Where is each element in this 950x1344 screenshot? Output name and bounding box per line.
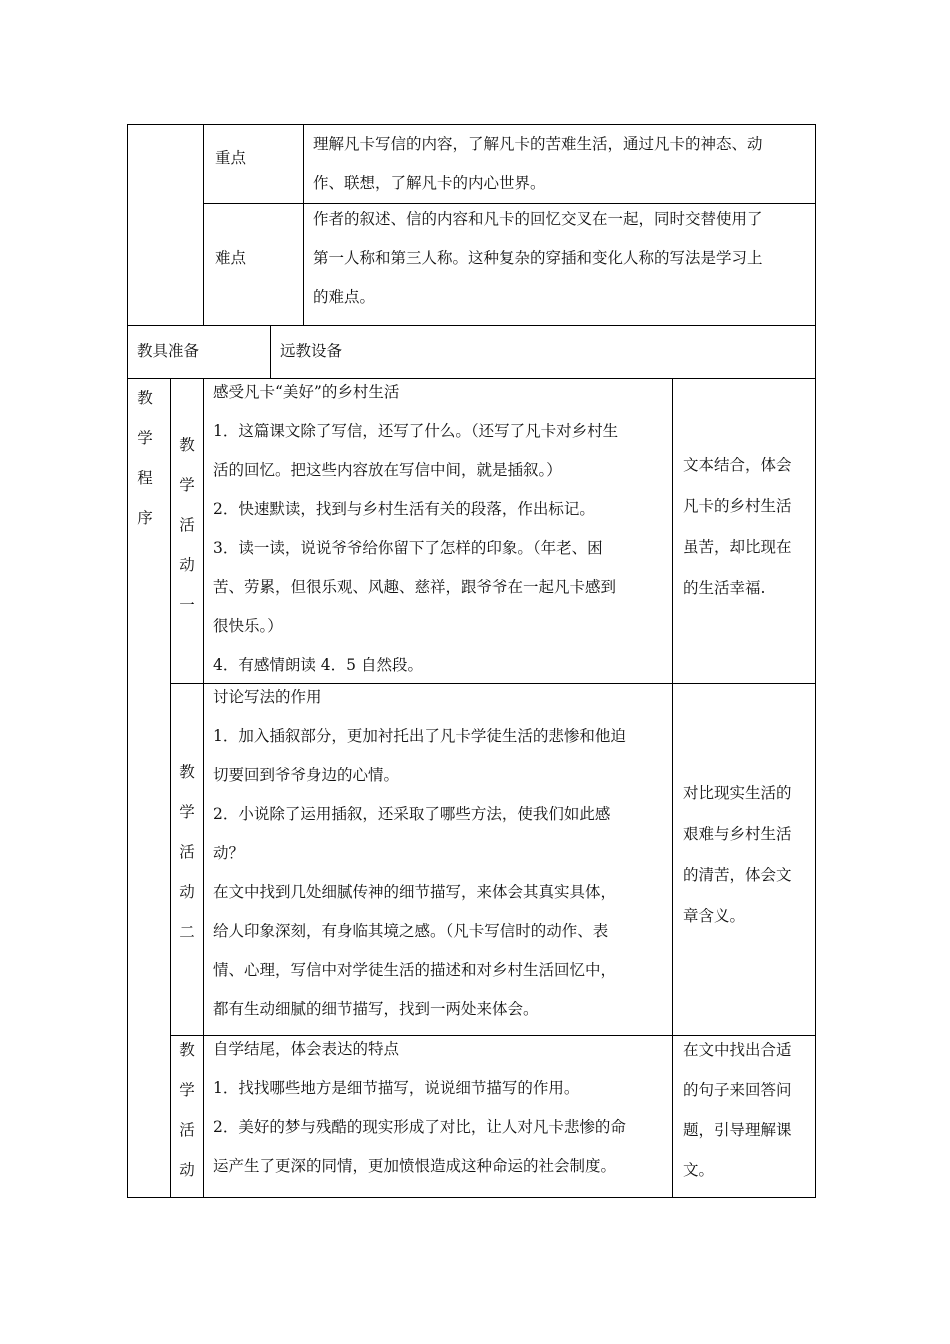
- text-line: 活的回忆。把这些内容放在写信中间，就是插叙。）: [213, 461, 562, 479]
- note-line: 题，引导理解课: [683, 1121, 792, 1139]
- col-divider: [303, 124, 304, 326]
- note-line: 文本结合，体会: [683, 456, 792, 474]
- activity-3-content: [213, 1030, 626, 1186]
- activity-1-note: [683, 445, 792, 609]
- text-line: 在文中找到几处细腻传神的细节描写，来体会其真实具体，: [213, 883, 617, 901]
- note-line: 凡卡的乡村生活: [683, 497, 792, 515]
- text-line: 理解凡卡写信的内容，了解凡卡的苦难生活，通过凡卡的神态、动: [313, 135, 763, 153]
- col-divider: [270, 325, 271, 379]
- text-line: 很快乐。）: [213, 617, 283, 635]
- text-line: 给人印象深刻，有身临其境之感。（凡卡写信时的动作、表: [213, 922, 609, 940]
- activity-title: 感受凡卡“美好”的乡村生活: [213, 383, 400, 401]
- col-divider: [203, 124, 204, 326]
- text-line: 3．读一读，说说爷爷给你留下了怎样的印象。（年老、困: [213, 539, 603, 557]
- text-line: 4．有感情朗读 4．5 自然段。: [213, 656, 423, 674]
- activity-3-note: [683, 1030, 792, 1190]
- note-line: 在文中找出合适: [683, 1041, 792, 1059]
- note-line: 的生活幸福.: [683, 579, 766, 597]
- note-line: 对比现实生活的: [683, 784, 792, 802]
- note-line: 文。: [683, 1161, 715, 1179]
- text-line: 2．快速默读，找到与乡村生活有关的段落，作出标记。: [213, 500, 595, 518]
- note-line: 的句子来回答问: [683, 1081, 792, 1099]
- text-line: 1．找找哪些地方是细节描写，说说细节描写的作用。: [213, 1079, 580, 1097]
- text-line: 都有生动细腻的细节描写，找到一两处来体会。: [213, 1000, 539, 1018]
- text-line: 作者的叙述、信的内容和凡卡的回忆交叉在一起，同时交替使用了: [313, 210, 763, 228]
- equipment-label: 教具准备: [137, 342, 200, 360]
- text-line: 切要回到爷爷身边的心情。: [213, 766, 400, 784]
- text-line: 动？: [213, 844, 245, 862]
- activity-title: 自学结尾，体会表达的特点: [213, 1040, 400, 1058]
- text-line: 1．这篇课文除了写信，还写了什么。（还写了凡卡对乡村生: [213, 422, 619, 440]
- activity-1-label: 教 学 活 动 一: [179, 436, 195, 614]
- activity-3-label: 教 学 活 动: [179, 1041, 195, 1179]
- table-border-right: [815, 124, 816, 1198]
- table-border-bottom: [127, 1197, 816, 1198]
- activity-1-content: [213, 373, 618, 685]
- col-divider: [170, 378, 171, 1198]
- text-line: 2．美好的梦与残酷的现实形成了对比，让人对凡卡悲惨的命: [213, 1118, 626, 1136]
- key-point-label: 重点: [215, 149, 247, 167]
- text-line: 苦、劳累，但很乐观、风趣、慈祥，跟爷爷在一起凡卡感到: [213, 578, 617, 596]
- activity-2-note: [683, 773, 792, 937]
- col-divider: [203, 378, 204, 1198]
- activity-2-content: [213, 678, 626, 1029]
- activity-title: 讨论写法的作用: [213, 688, 322, 706]
- text-line: 1．加入插叙部分，更加衬托出了凡卡学徒生活的悲惨和他迫: [213, 727, 626, 745]
- note-line: 艰难与乡村生活: [683, 825, 792, 843]
- text-line: 情、心理，写信中对学徒生活的描述和对乡村生活回忆中，: [213, 961, 617, 979]
- text-line: 运产生了更深的同情，更加愤恨造成这种命运的社会制度。: [213, 1157, 617, 1175]
- difficulty-label: 难点: [215, 249, 247, 267]
- note-line: 章含义。: [683, 907, 746, 925]
- activity-2-label: 教 学 活 动 二: [179, 763, 195, 941]
- text-line: 作、联想，了解凡卡的内心世界。: [313, 174, 546, 192]
- procedure-label: 教 学 程 序: [137, 389, 153, 527]
- difficulty-content: [313, 200, 763, 317]
- col-divider: [672, 378, 673, 1198]
- note-line: 的清苦，体会文: [683, 866, 792, 884]
- note-line: 虽苦，却比现在: [683, 538, 792, 556]
- equipment-value: 远教设备: [280, 342, 343, 360]
- text-line: 第一人称和第三人称。这种复杂的穿插和变化人称的写法是学习上: [313, 249, 763, 267]
- text-line: 的难点。: [313, 288, 376, 306]
- row-divider: [127, 325, 816, 326]
- table-border-left: [127, 124, 128, 1198]
- key-point-content: [313, 125, 763, 203]
- text-line: 2．小说除了运用插叙，还采取了哪些方法，使我们如此感: [213, 805, 611, 823]
